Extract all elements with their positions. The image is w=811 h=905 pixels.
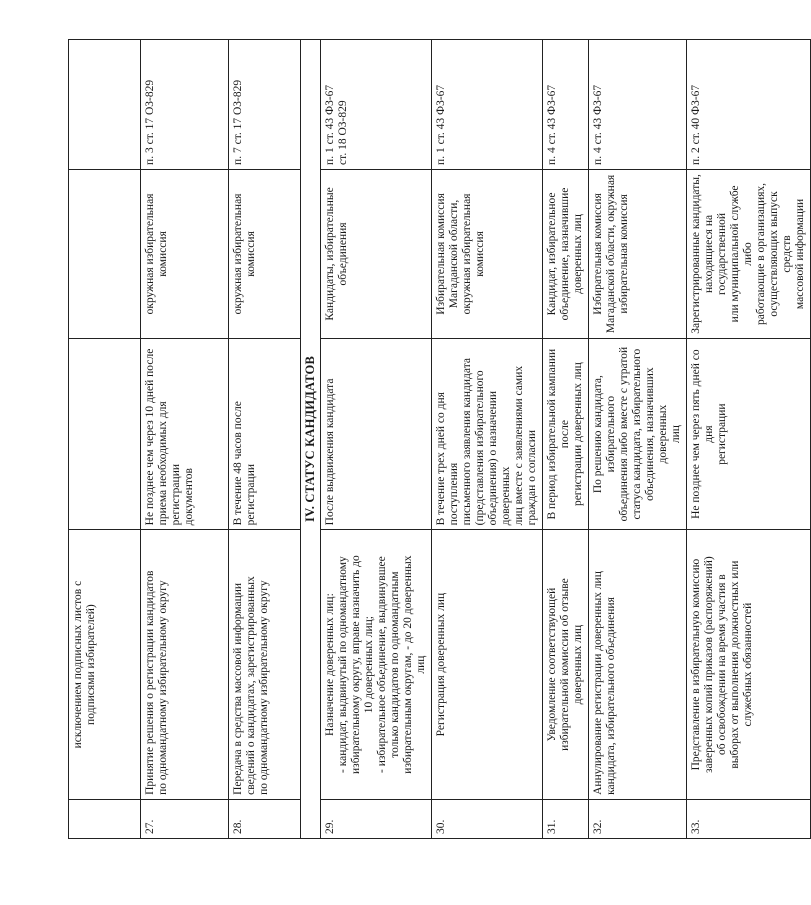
action-cell: Аннулирование регистрации доверенных лиц кандидата, избирательного объединения (589, 530, 687, 800)
row-number: 32. (589, 799, 687, 838)
row-number: 33. (687, 799, 811, 838)
reference-cell: п. 2 ст. 40 ФЗ-67 (687, 40, 811, 170)
reference-cell: п. 7 ст. 17 ОЗ-829 (229, 40, 301, 170)
section-row (301, 40, 321, 839)
executor-cell: Кандидаты, избирательные объединения (321, 169, 432, 338)
reference-cell: п. 1 ст. 43 ФЗ-67 ст. 18 ОЗ-829 (321, 40, 432, 170)
executor-cell: Зарегистрированные кандидаты, находящиеся на государственной или муниципальной службе либо работающие в организациях, осуществляющих выпуск средств массовой информации (687, 169, 811, 338)
table-row (543, 40, 589, 839)
action-cell: Уведомление соответствующей избирательной комиссии об отзыве доверенных лиц (543, 530, 589, 800)
schedule-table (68, 39, 811, 839)
executor-cell: окружная избирательная комиссия (141, 169, 229, 338)
executor-cell: Кандидат, избирательное объединение, назначившие доверенных лиц (543, 169, 589, 338)
deadline-cell: Не позднее чем через 10 дней после приема необходимых для регистрации документов (141, 338, 229, 529)
row-number: 27. (141, 799, 229, 838)
deadline-cell: По решению кандидата, избирательного объединения либо вместе с утратой статуса кандидата, избирательного объединения, назначивших доверенных лиц (589, 338, 687, 529)
deadline-cell: После выдвижения кандидата (321, 338, 432, 529)
table-row (141, 40, 229, 839)
action-cell: Регистрация доверенных лиц (432, 530, 543, 800)
table-row (229, 40, 301, 839)
row-number: 29. (321, 799, 432, 838)
deadline-cell: Не позднее чем через пять дней со дня регистрации (687, 338, 811, 529)
executor-cell: Избирательная комиссия Магаданской области, окружная избирательная комиссия (432, 169, 543, 338)
action-cell: Представление в избирательную комиссию заверенных копий приказов (распоряжений) об освобождении на время участия в выборах от выполнения должностных или служебных обязанностей (687, 530, 811, 800)
deadline-cell: В течение трех дней со дня поступления письменного заявления кандидата (представления избирательного объединения) о назначении доверенных лиц вместе с заявлениями самих граждан о согласии (432, 338, 543, 529)
table-row (687, 40, 811, 839)
reference-cell: п. 4 ст. 43 ФЗ-67 (589, 40, 687, 170)
rotated-page (68, 39, 806, 839)
table-row (321, 40, 432, 839)
action-cell: Принятие решения о регистрации кандидатов по одномандатному избирательному округу (141, 530, 229, 800)
reference-cell: п. 4 ст. 43 ФЗ-67 (543, 40, 589, 170)
row-number (69, 799, 141, 838)
row-number: 28. (229, 799, 301, 838)
table-row (432, 40, 543, 839)
reference-cell: п. 3 ст. 17 ОЗ-829 (141, 40, 229, 170)
row-number: 31. (543, 799, 589, 838)
row-number: 30. (432, 799, 543, 838)
action-cell: Назначение доверенных лиц: - кандидат, выдвинутый по одномандатному избирательному округу, вправе назначить до 10 доверенных лиц; - избирательное объединение, выдвинувшее только кандидатов по одномандатным избирательным округам, - до 20 доверенных лиц (321, 530, 432, 800)
action-cell: исключением подписных листов с подписями избирателей) (69, 530, 141, 800)
reference-cell (69, 40, 141, 170)
reference-cell: п. 1 ст. 43 ФЗ-67 (432, 40, 543, 170)
executor-cell: Избирательная комиссия Магаданской области, окружная избирательная комиссия (589, 169, 687, 338)
table-row (589, 40, 687, 839)
table-row (69, 40, 141, 839)
deadline-cell (69, 338, 141, 529)
deadline-cell: В период избирательной кампании после регистрации доверенных лиц (543, 338, 589, 529)
action-cell: Передача в средства массовой информации сведений о кандидатах, зарегистрированных по одномандатному избирательному округу (229, 530, 301, 800)
executor-cell: окружная избирательная комиссия (229, 169, 301, 338)
section-title: IV. СТАТУС КАНДИДАТОВ (301, 40, 321, 839)
executor-cell (69, 169, 141, 338)
deadline-cell: В течение 48 часов после регистрации (229, 338, 301, 529)
